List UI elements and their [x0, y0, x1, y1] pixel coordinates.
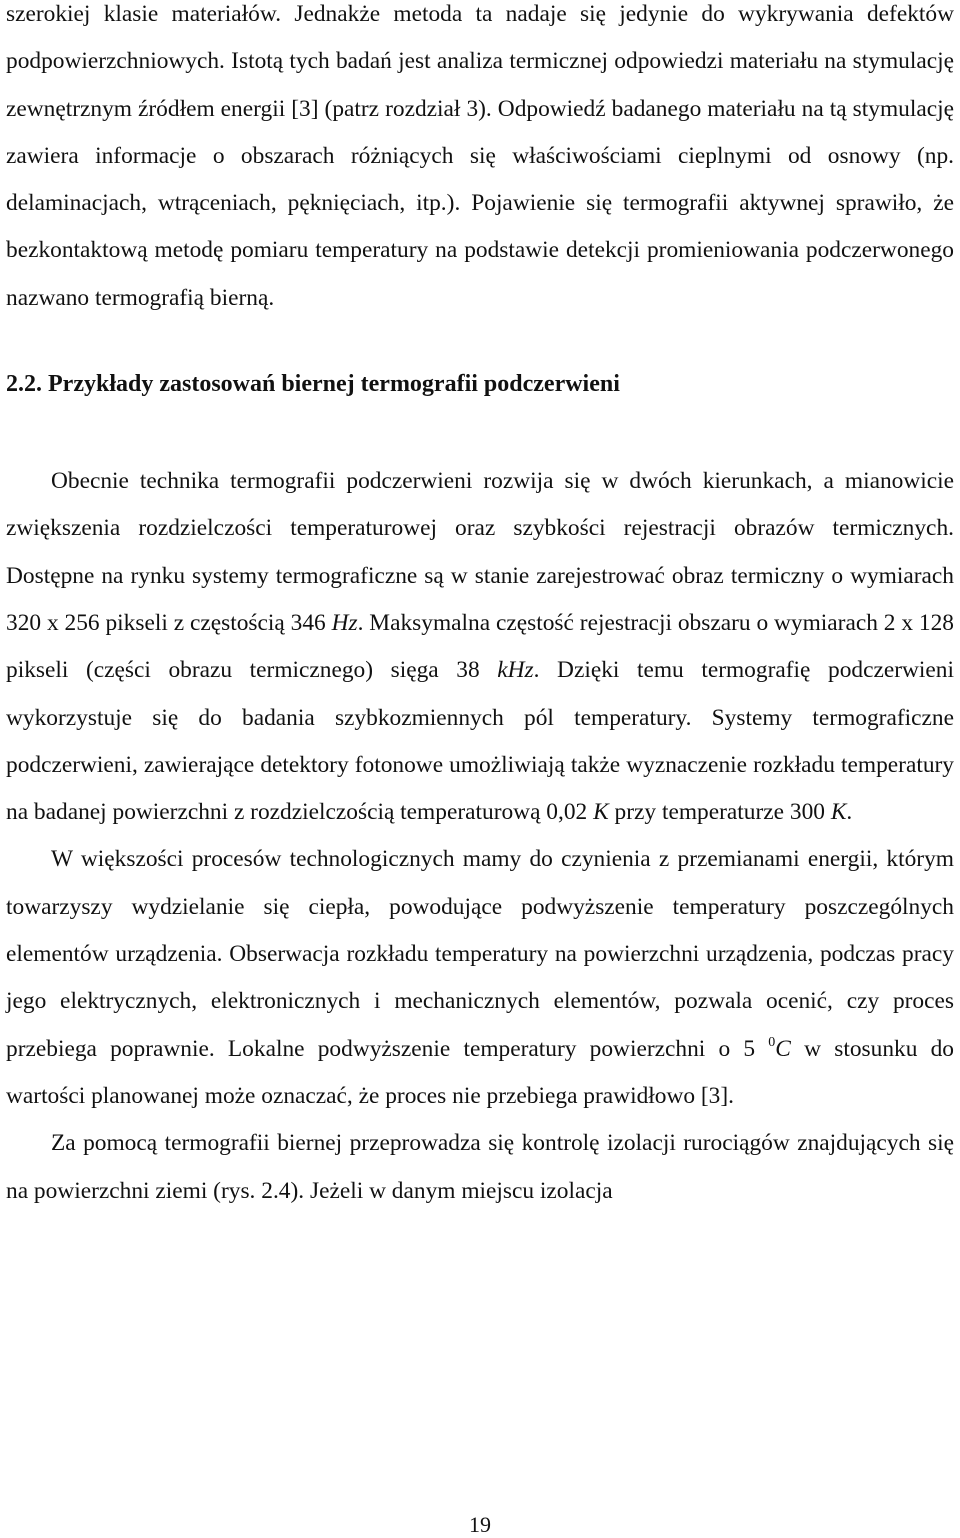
paragraph-pipelines: Za pomocą termografii biernej przeprowadza się kontrolę izolacji rurociągów znajdujących się na powierzchni ziemi (rys. 2.4). Jeżeli w danym miejscu izolacja [6, 1130, 954, 1204]
paragraph-technique: Obecnie technika termografii podczerwieni rozwija się w dwóch kierunkach, a mianowicie zwiększenia rozdzielczości temperaturowej oraz szybkości rejestracji obrazów termicznych. Dostępne na rynku systemy termograficzne są w stanie zarejestrować obraz termiczny o wymiarach 320 x 256 pikseli z częstością 346 Hz. Maksymalna częstość rejestracji obszaru o wymiarach 2 x 128 pikseli (części obrazu termicznego) sięga 38 kHz. Dzięki temu termografię podczerwieni wykorzystuje się do badania szybkozmiennych pól temperatury. Systemy termograficzne podczerwieni, zawierające detektory fotonowe umożliwiają także wyznaczenie rozkładu temperatury na badanej powierzchni z rozdzielczością temperaturową 0,02 K przy temperaturze 300 K. [6, 468, 954, 826]
unit-kelvin-2: K [830, 799, 847, 826]
paragraph-intro: szerokiej klasie materiałów. Jednakże metoda ta nadaje się jedynie do wykrywania defektów podpowierzchniowych. Istotą tych badań jest analiza termicznej odpowiedzi materiału na stymulację zewnętrznym źródłem energii [3] (patrz rozdział 3). Odpowiedź badanego materiału na tą stymulację zawiera informacje o obszarach różniących się właściwościami cieplnymi od osnowy (np. delaminacjach, wtrąceniach, pęknięciach, itp.). Pojawienie się termografii aktywnej sprawiło, że bezkontaktową metodę pomiaru temperatury na podstawie detekcji promieniowania podczerwonego nazwano termografią bierną. [6, 1, 954, 311]
degree-superscript: 0 [768, 1034, 776, 1050]
document-page [6, 0, 954, 1215]
page-number: 19 [469, 1512, 491, 1537]
unit-celsius: C [775, 1035, 791, 1062]
unit-hz: Hz [331, 609, 358, 636]
section-heading: 2.2. Przykłady zastosowań biernej termografii podczerwieni [6, 371, 620, 398]
unit-kelvin: K [593, 799, 609, 826]
unit-khz: kHz [497, 657, 534, 684]
paragraph-processes: W większości procesów technologicznych mamy do czynienia z przemianami energii, którym towarzyszy wydzielanie się ciepła, powodujące podwyższenie temperatury poszczególnych elementów urządzenia. Obserwacja rozkładu temperatury na powierzchni urządzenia, podczas pracy jego elektrycznych, elektronicznych i mechanicznych elementów, pozwala ocenić, czy proces przebiega poprawnie. Lokalne podwyższenie temperatury powierzchni o 5 $^0$C w stosunku do wartości planowanej może oznaczać, że proces nie przebiega prawidłowo [3]. [6, 846, 954, 1109]
